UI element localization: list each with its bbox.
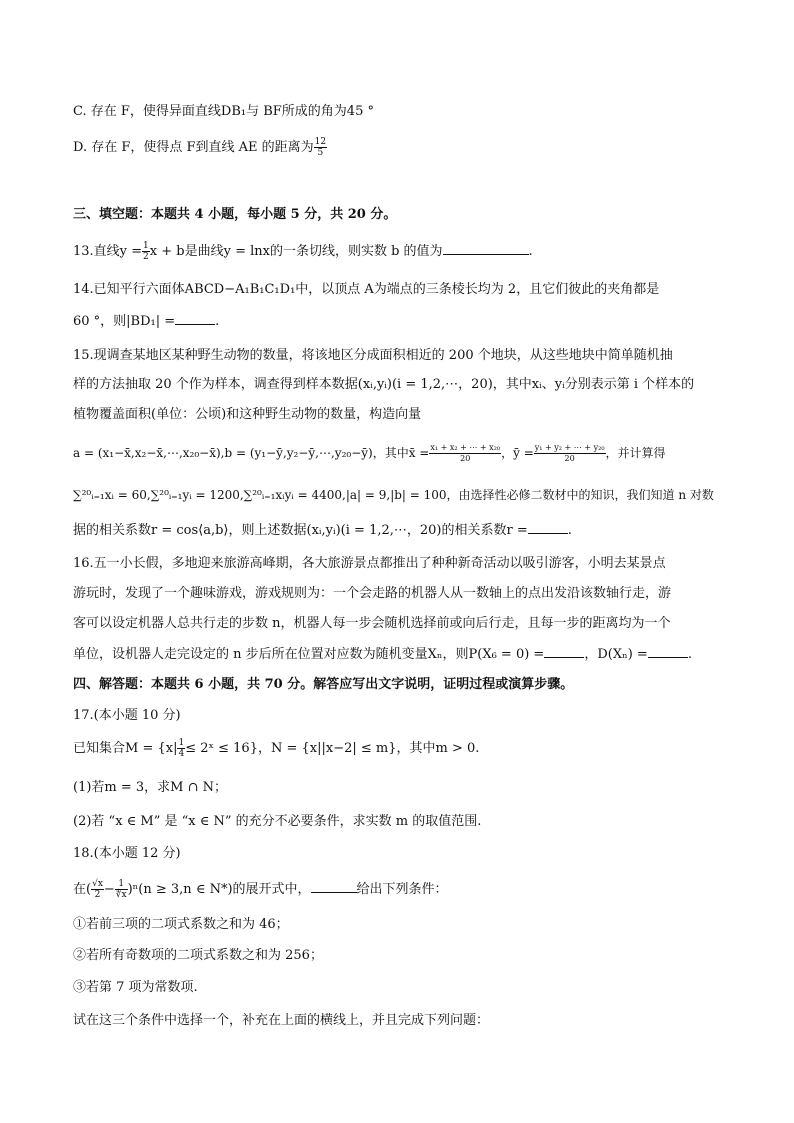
- q15-ybar: ，ȳ =: [501, 446, 534, 460]
- frac-numerator: x₁ + x₂ + ⋯ + x₂₀: [430, 443, 501, 452]
- question-15-line-1: 15.现调查某地区某种野生动物的数量，将该地区分成面积相近的 200 个地块，从这些地块中简单随机抽: [73, 348, 673, 363]
- q18-fraction-1: [91, 879, 104, 900]
- section-3-heading: 三、填空题：本题共 4 小题，每小题 5 分，共 20 分。: [73, 207, 397, 222]
- q13-fraction: [142, 241, 150, 262]
- q18-minus: −: [103, 882, 115, 897]
- question-16-line-3: 客可以设定机器人总共行走的步数 n，机器人每一步会随机选择前或向后行走，且每一步的距离均为一个: [73, 616, 671, 631]
- frac-numerator: 12: [314, 137, 327, 147]
- q18-pre: 在(: [73, 882, 92, 897]
- option-d-text: D. 存在 F，使得点 F到直线 AE 的距离为: [73, 140, 314, 155]
- question-17-part-2: (2)若 “x ∈ M” 是 “x ∈ N” 的充分不必要条件，求实数 m 的取值范围.: [73, 814, 482, 829]
- q15-calc: ，并计算得: [605, 446, 666, 460]
- q14-line2-text: 60 °，则|BD₁| =: [73, 314, 176, 329]
- question-18-title: 18.(本小题 12 分): [73, 846, 181, 861]
- frac-numerator: y₁ + y₂ + ⋯ + y₂₀: [534, 443, 605, 452]
- question-16-line-4: [73, 645, 714, 665]
- option-d-fraction: [314, 137, 327, 158]
- question-14-line-1: 14.已知平行六面体ABCD−A₁B₁C₁D₁中，以顶点 A为端点的三条棱长均为 2，且它们彼此的夹角都是: [73, 282, 660, 297]
- question-17-line-1: [73, 738, 714, 759]
- question-15-line-3: 植物覆盖面积(单位：公顷)和这种野生动物的数量，构造向量: [73, 407, 422, 422]
- frac-numerator: √x: [92, 879, 103, 889]
- answer-blank[interactable]: [311, 880, 357, 893]
- question-17-title: 17.(本小题 10 分): [73, 708, 181, 723]
- q15-line6-text: 据的相关系数r = cos⟨a,b⟩，则上述数据(xᵢ,yᵢ)(i = 1,2,⋯，20)的相关系数r =: [73, 523, 528, 538]
- question-16-line-1: 16.五一小长假，多地迎来旅游高峰期，各大旅游景点都推出了种种新奇活动以吸引游客，小明去某景点: [73, 556, 666, 571]
- frac-denominator: ∜x: [115, 890, 127, 900]
- answer-blank[interactable]: [443, 242, 529, 255]
- answer-blank[interactable]: [528, 521, 568, 534]
- q14-end: .: [215, 314, 220, 329]
- question-14-line-2: [73, 312, 714, 332]
- option-c: C. 存在 F，使得异面直线DB₁与 BF所成的角为45 °: [73, 104, 374, 119]
- question-18-line-1: [73, 879, 714, 900]
- q16-line4-text: 单位，设机器人走完设定的 n 步后所在位置对应数为随机变量Xₙ，则P(X₆ = 0) =: [73, 647, 545, 662]
- q18-post: )ⁿ(n ≥ 3,n ∈ N*)的展开式中，: [127, 882, 311, 897]
- x-mean-fraction: [429, 443, 501, 464]
- q13-post: x + b是曲线y = lnx的一条切线，则实数 b 的值为: [149, 244, 443, 259]
- answer-blank[interactable]: [544, 645, 584, 658]
- q15-vectors: a = (x₁−x̄,x₂−x̄,⋯,x₂₀−x̄),b = (y₁−ȳ,y₂−ȳ,⋯,y₂₀−ȳ)，其中x̄ =: [73, 446, 430, 460]
- q16-end: .: [687, 647, 692, 662]
- frac-numerator: 1: [143, 241, 149, 251]
- question-18-condition-3: ③若第 7 项为常数项.: [73, 980, 198, 995]
- frac-denominator: 20: [564, 454, 575, 463]
- answer-blank[interactable]: [648, 645, 688, 658]
- answer-blank[interactable]: [175, 312, 215, 325]
- question-15-line-4: [73, 443, 714, 464]
- question-15-line-6: [73, 521, 714, 541]
- y-mean-fraction: [534, 443, 606, 464]
- question-17-part-1: (1)若m = 3，求M ∩ N；: [73, 780, 228, 795]
- frac-numerator: 1: [178, 738, 185, 748]
- question-18-condition-1: ①若前三项的二项式系数之和为 46；: [73, 917, 289, 932]
- frac-numerator: 1: [115, 879, 128, 890]
- frac-denominator: 2: [143, 252, 149, 262]
- q16-mid: ，D(Xₙ) =: [584, 647, 648, 662]
- question-13: [73, 241, 714, 262]
- q18-end: 给出下列条件：: [356, 882, 448, 897]
- frac-denominator: 2: [94, 890, 101, 900]
- question-16-line-2: 游玩时，发现了一个趣味游戏，游戏规则为：一个会走路的机器人从一数轴上的点出发沿该数轴行走，游: [73, 586, 672, 601]
- q13-pre: 13.直线y =: [73, 244, 143, 259]
- frac-denominator: 4: [178, 749, 185, 759]
- q13-end: .: [528, 244, 533, 259]
- option-d: [73, 137, 714, 158]
- question-15-line-2: 样的方法抽取 20 个作为样本，调查得到样本数据(xᵢ,yᵢ)(i = 1,2,⋯，20)，其中xᵢ、yᵢ分别表示第 i 个样本的: [73, 377, 695, 392]
- q17-set-m: 已知集合M = {x|: [73, 741, 178, 756]
- q18-fraction-2: [115, 879, 128, 900]
- q15-end: .: [567, 523, 572, 538]
- question-18-condition-2: ②若所有奇数项的二项式系数之和为 256；: [73, 948, 323, 963]
- frac-denominator: 5: [317, 148, 324, 158]
- question-18-instruction: 试在这三个条件中选择一个，补充在上面的横线上，并且完成下列问题：: [73, 1013, 490, 1028]
- section-4-heading: 四、解答题：本题共 6 小题，共 70 分。解答应写出文字说明，证明过程或演算步骤。: [73, 677, 574, 692]
- frac-denominator: 20: [460, 454, 471, 463]
- q17-set-n: ≤ 2ˣ ≤ 16}，N = {x||x−2| ≤ m}，其中m > 0.: [185, 741, 480, 756]
- question-15-line-5: ∑²⁰ᵢ₌₁xᵢ = 60,∑²⁰ᵢ₌₁yᵢ = 1200,∑²⁰ᵢ₌₁xᵢyᵢ = 4400,|a| = 9,|b| = 100，由选择性必修二数材中的知识，我们知道 n 对数: [73, 488, 714, 502]
